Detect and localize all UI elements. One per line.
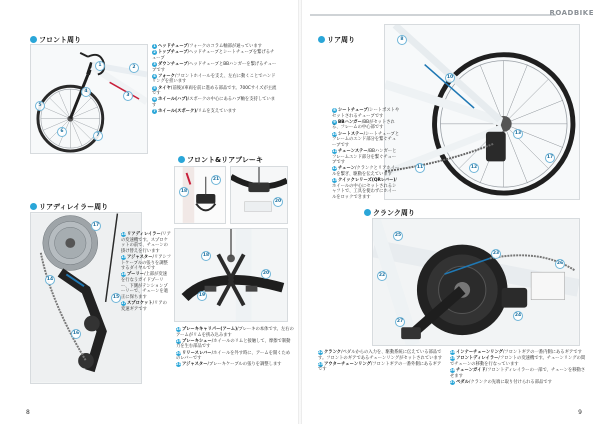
brake-parts-list: [176, 327, 294, 369]
section-title-rear: リア周り: [318, 35, 355, 45]
rear-wheel-illustration: [385, 25, 579, 199]
list-item: 19ブレーキシュー/ホイールのリムと接触して、摩擦で制動力を生む部品です: [176, 338, 291, 350]
list-item: 23アウターチェーンリング/フロントギアの一番外側にあるギアです: [318, 361, 442, 373]
callout-badge: 4: [81, 87, 91, 97]
right-page: [300, 0, 600, 424]
list-item: 10シートステー/シートチューブとフレームのエンド部分を繋ぐチューブです: [332, 131, 400, 148]
callout-badge: 21: [211, 175, 221, 185]
section-dot-icon: [318, 36, 325, 43]
header-title: ROADBIKE: [549, 9, 594, 17]
rear-brake-illustration: [231, 167, 287, 223]
list-item: 17スプロケット/リアの変速ギアです: [121, 300, 167, 312]
crank-illustration: [373, 219, 579, 345]
list-item: 24インナーチェーンリング/フロントギアの一番内側にあるギアです: [450, 350, 582, 355]
rear-bike-photo: [384, 24, 580, 200]
callout-badge: 23: [491, 249, 501, 259]
front-brake-photo: [174, 166, 226, 224]
list-item: 4 フォーク/フロントホイールを支え、左右に動くことでハンドリングを担います: [152, 73, 276, 85]
crank-parts-list-col2: [450, 350, 586, 386]
callout-badge: 13: [513, 129, 523, 139]
list-item: 20リリースレバー/ホイールを外す時に、アームを開くためのレバーです: [176, 350, 291, 362]
callout-badge: 17: [91, 221, 101, 231]
list-item: 6 ホイール(ハブ)/スポークの中心にあるハブ軸を支持しています: [152, 97, 276, 108]
list-item: 2 トップチューブ/ヘッドチューブとシートチューブを繋げるチューブ: [152, 50, 275, 61]
section-title-brake: フロント&リアブレーキ: [178, 155, 263, 165]
page-number-left: 8: [26, 409, 30, 416]
front-parts-list: [152, 44, 277, 115]
section-title-front: フロント周り: [30, 35, 81, 45]
callout-badge: 19: [197, 291, 207, 301]
list-item: 5 タイヤ(前後)/車両を前に進める部品です。700Cサイズが主流です: [152, 85, 277, 97]
list-item: 21アジャスター/ブレーキケーブルの張りを調整します: [176, 362, 282, 368]
callout-badge: 18: [201, 251, 211, 261]
rear-brake-photo: [230, 166, 288, 224]
callout-badge: 10: [445, 73, 455, 83]
list-item: 14リアディレイラー/リアの変速機です。スプロケットの前で、チェーンの掛け替えを行います: [121, 232, 171, 254]
list-item: 8 シートチューブ/シートポストやセットされるチューブです: [332, 108, 400, 119]
callout-badge: 8: [397, 35, 407, 45]
list-item: 18ブレーキキャリパー(アーム)/ブレーキの本体です。左右のアームがリムを挟み込みます: [176, 327, 294, 338]
callout-badge: 25: [393, 231, 403, 241]
callout-badge: 24: [513, 311, 523, 321]
callout-badge: 17: [545, 153, 555, 163]
list-item: 7 ホイール(スポーク)/リムを支えています: [153, 109, 237, 115]
callout-badge: 15: [111, 293, 121, 303]
page-number-right: 9: [578, 409, 582, 416]
list-item: 3 ダウンチューブ/ヘッドチューブとBBハンガーを繋げるチューブです: [152, 61, 277, 73]
callout-badge: 20: [261, 269, 271, 279]
callout-badge: 3: [123, 91, 133, 101]
list-item: 11チェーンステー/BBハンガーとフレームエンド部分を繋ぐチューブです: [332, 148, 397, 166]
callout-badge: 26: [555, 259, 565, 269]
callout-badge: 5: [35, 101, 45, 111]
callout-badge: 27: [395, 317, 405, 327]
callout-badge: 6: [57, 127, 67, 137]
list-item: 16プーリー/上部が変速を行なうガイドプーリー、下側がテンションプーリーで、チェーンを適正に保ちます: [121, 272, 168, 300]
section-title-crank: クランク周り: [364, 208, 415, 218]
list-item: 15アジャスター/リアシフトケーブルの張りを調整するダイヤルです: [121, 254, 171, 272]
front-bike-photo: [30, 44, 148, 154]
callout-badge: 18: [179, 187, 189, 197]
rear-parts-list: [332, 108, 400, 201]
section-dot-icon: [30, 203, 37, 210]
list-item: 1 ヘッドチューブ/フォークのコラム軸部が通っています: [153, 44, 262, 49]
callout-badge: 12: [469, 163, 479, 173]
callout-badge: 11: [415, 163, 425, 173]
callout-badge: 16: [71, 329, 81, 339]
callout-badge: 20: [273, 197, 283, 207]
list-item: 12チェーン/クランクとリアホイールを繋ぎ、駆動を伝えています: [332, 166, 400, 177]
list-item: 25フロントディレイラー/フロントの変速機です。チェーンリングの間でチェーンの移動を行なっています: [450, 356, 586, 367]
crank-parts-list-col1: [318, 350, 444, 374]
crank-photo: [372, 218, 580, 346]
list-item: 9 BBハンガー/BBがセットされる、フレームの中心部です: [332, 119, 395, 131]
list-item: 13クイックレリーズ(QRレバー)/ホイールの中心にセットされるシャフトで、工具を使わずにホイールをロックできます: [332, 178, 397, 200]
callout-badge: 2: [129, 63, 139, 73]
derailleur-parts-list: [121, 232, 171, 313]
callout-badge: 14: [45, 275, 55, 285]
callout-badge: 22: [377, 271, 387, 281]
list-item: 26チェーンガイド/フロントディレイラーの一部で、チェーンを移動させます: [450, 367, 586, 379]
section-dot-icon: [178, 156, 185, 163]
caliper-photo: [174, 228, 288, 322]
list-item: 27ペダル/クランクの先端に取り付けられる部品です: [450, 379, 552, 385]
callout-badge: 7: [93, 131, 103, 141]
list-item: 22クランク/ペダルからの入力を、駆動系統に伝えている部品です。フロントのギアであるチェーンリングがセットされています: [318, 350, 443, 361]
section-dot-icon: [30, 36, 37, 43]
callout-badge: 1: [95, 61, 105, 71]
section-dot-icon: [364, 209, 371, 216]
section-title-derailleur: リアディレイラー周り: [30, 202, 108, 212]
